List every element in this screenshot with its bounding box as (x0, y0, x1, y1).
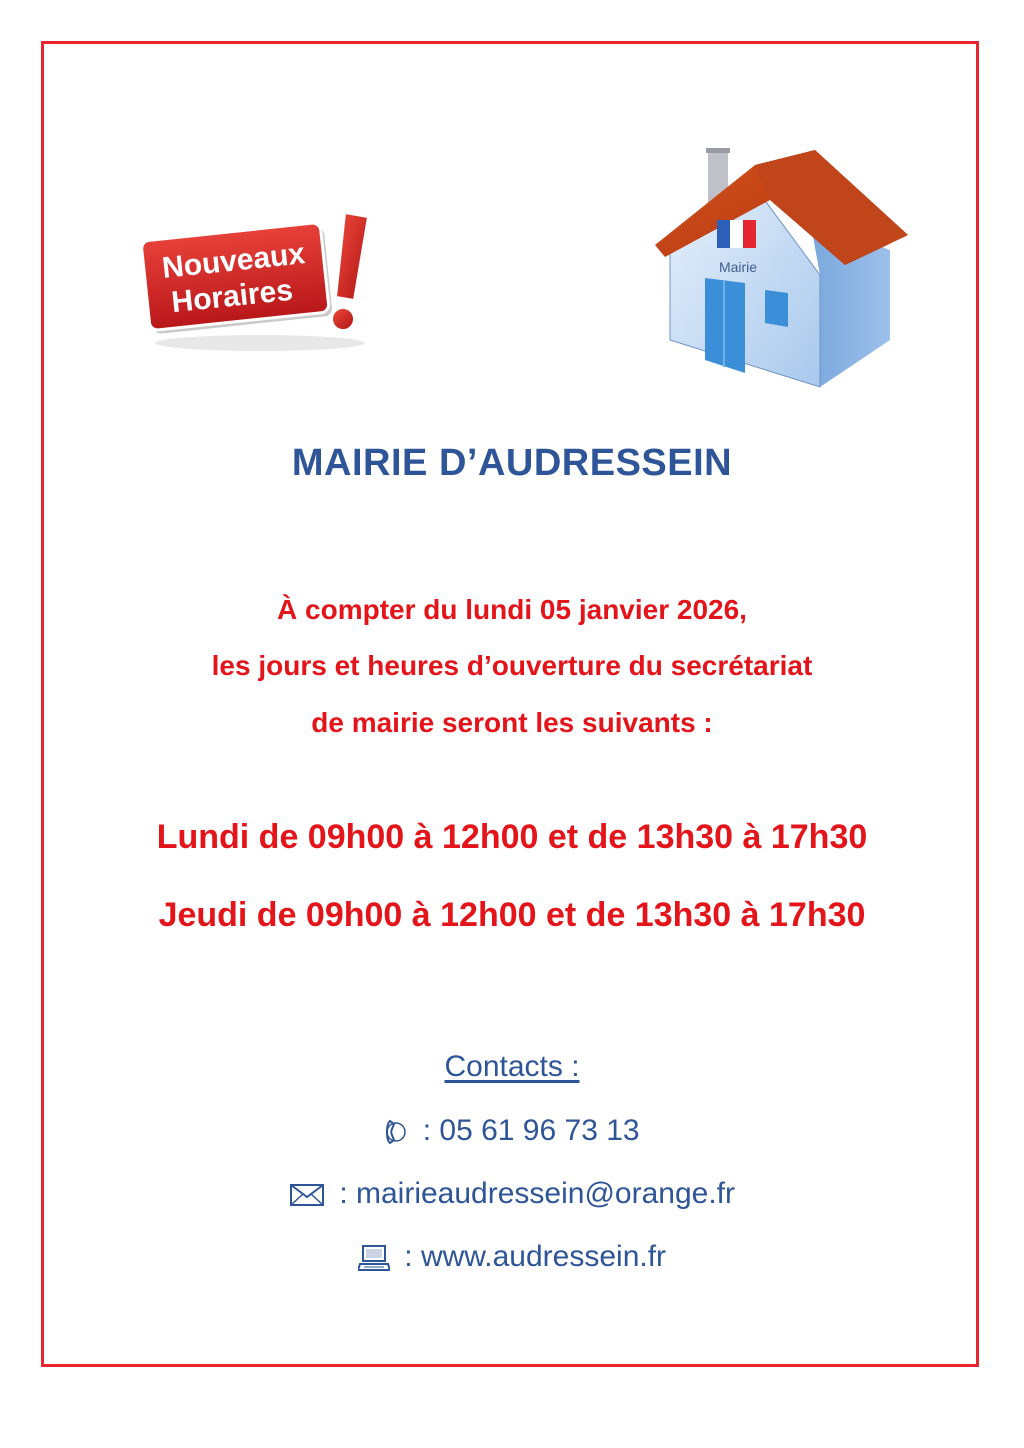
contact-email[interactable]: : mairieaudressein@orange.fr (331, 1177, 735, 1210)
intro-line-2: les jours et heures d’ouverture du secrétariat (211, 650, 813, 681)
phone-icon (384, 1118, 408, 1146)
contact-email-row (0, 1177, 1024, 1211)
contact-website-row (0, 1240, 1024, 1274)
house-label: Mairie (718, 259, 758, 275)
intro-line-3: de mairie seront les suivants : (311, 707, 713, 738)
computer-icon (358, 1244, 390, 1272)
intro-line-1: À compter du lundi 05 janvier 2026, (277, 594, 747, 625)
flag-blue-stripe (717, 220, 730, 248)
exclamation-icon (332, 213, 368, 330)
contacts-heading: Contacts : (444, 1050, 580, 1083)
contact-website[interactable]: : www.audressein.fr (395, 1240, 667, 1273)
contact-phone-row (0, 1114, 1024, 1148)
hours-monday: Lundi de 09h00 à 12h00 et de 13h30 à 17h30 (156, 818, 868, 856)
contact-phone: : 05 61 96 73 13 (414, 1114, 640, 1147)
badge-line2: Horaires (169, 273, 295, 320)
hours-thursday: Jeudi de 09h00 à 12h00 et de 13h30 à 17h30 (158, 896, 866, 934)
nouveaux-horaires-badge (140, 205, 380, 355)
window (765, 290, 788, 327)
page-title: MAIRIE D’AUDRESSEIN (291, 442, 733, 484)
mairie-house-illustration (650, 145, 910, 395)
envelope-icon (289, 1182, 325, 1208)
badge-line1: Nouveaux (160, 237, 307, 286)
